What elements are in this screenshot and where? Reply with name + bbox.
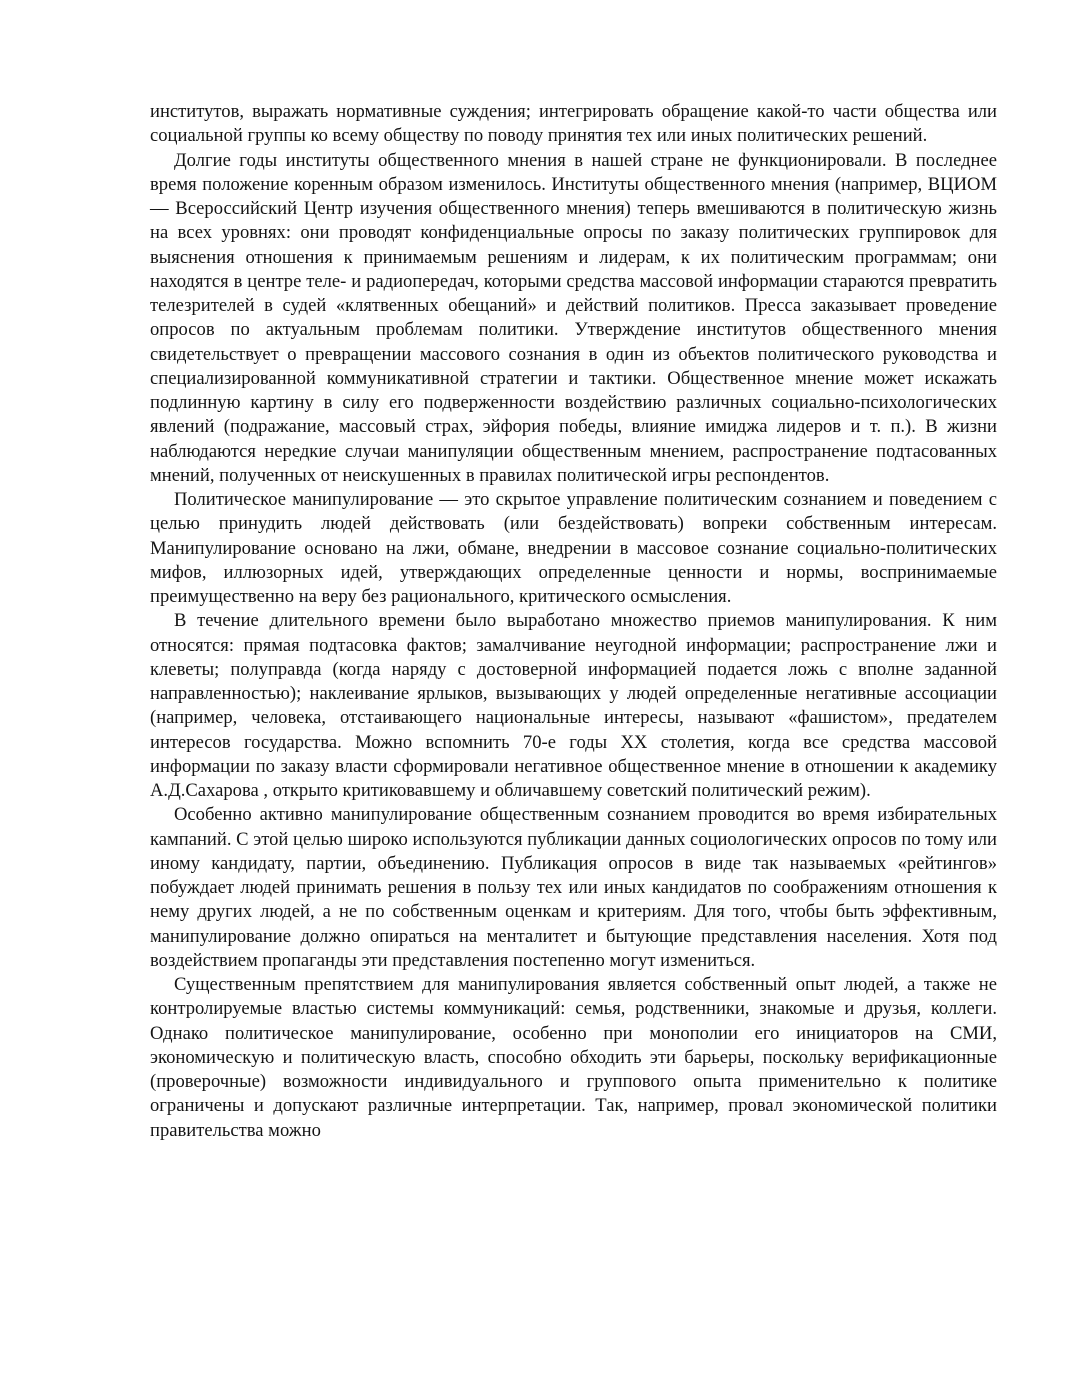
paragraph-6: Существенным препятствием для манипулирования является собственный опыт людей, а также не контролируемые властью системы коммуникаций: семья, родственники, знакомые и друзья, коллеги. Однако политическое манипулирование, особенно при монополии его инициаторов на СМИ, экономическую и политическую власть, способно обходить эти барьеры, поскольку верификационные (проверочные) возможности индивидуального и группового опыта применительно к политике ограничены и допускают различные интерпретации. Так, например, провал экономической политики правительства можно [150, 974, 997, 1141]
paragraph-1: институтов, выражать нормативные суждения; интегрировать обращение какой-то части общества или социальной группы ко всему обществу по поводу принятия тех или иных политических решений. [150, 101, 997, 147]
paragraph-2: Долгие годы институты общественного мнения в нашей стране не функционировали. В последнее время положение коренным образом изменилось. Институты общественного мнения (например, ВЦИОМ — Всероссийский Центр изучения общественного мнения) теперь вмешиваются в политическую жизнь на всех уровнях: они проводят конфиденциальные опросы по заказу политических группировок для выяснения отношения к принимаемым решениям и лидерам, к их политическим программам; они находятся в центре теле- и радиопередач, которыми средства массовой информации стараются превратить телезрителей в судей «клятвенных обещаний» и действий политиков. Пресса заказывает проведение опросов по актуальным проблемам политики. Утверждение институтов общественного мнения свидетельствует о превращении массового сознания в один из объектов политического руководства и специализированной коммуникативной стратегии и тактики. Общественное мнение может искажать подлинную картину в силу его подверженности воздействию различных социально-психологических явлений (подражание, массовый страх, эйфория победы, влияние имиджа лидеров и т. п.). В жизни наблюдаются нередкие случаи манипуляции общественным мнением, распространение подтасованных мнений, полученных от неискушенных в правилах политической игры респондентов. [150, 149, 997, 486]
document-page [150, 100, 997, 1143]
paragraph-5: Особенно активно манипулирование общественным сознанием проводится во время избирательных кампаний. С этой целью широко используются публикации данных социологических опросов по тому или иному кандидату, партии, объединению. Публикация опросов в виде так называемых «рейтингов» побуждает людей принимать решения в пользу тех или иных кандидатов по соображениям отношения к нему других людей, а не по собственным оценкам и критериям. Для того, чтобы быть эффективным, манипулирование должно опираться на менталитет и бытующие представления населения. Хотя под воздействием пропаганды эти представления постепенно могут измениться. [150, 804, 997, 971]
paragraph-4: В течение длительного времени было выработано множество приемов манипулирования. К ним относятся: прямая подтасовка фактов; замалчивание неугодной информации; распространение лжи и клеветы; полуправда (когда наряду с достоверной информацией подается ложь с вполне заданной направленностью); наклеивание ярлыков, вызывающих у людей определенные негативные ассоциации (например, человека, отстаивающего национальные интересы, называют «фашистом», предателем интересов государства. Можно вспомнить 70-е годы XX столетия, когда все средства массовой информации по заказу власти сформировали негативное общественное мнение в отношении к академику А.Д.Сахарова , открыто критиковавшему и обличавшему советский политический режим). [150, 610, 997, 801]
paragraph-3: Политическое манипулирование — это скрытое управление политическим сознанием и поведением с целью принудить людей действовать (или бездействовать) вопреки собственным интересам. Манипулирование основано на лжи, обмане, внедрении в массовое сознание социально-политических мифов, иллюзорных идей, утверждающих определенные ценности и нормы, воспринимаемые преимущественно на веру без рационального, критического осмысления. [150, 489, 997, 607]
